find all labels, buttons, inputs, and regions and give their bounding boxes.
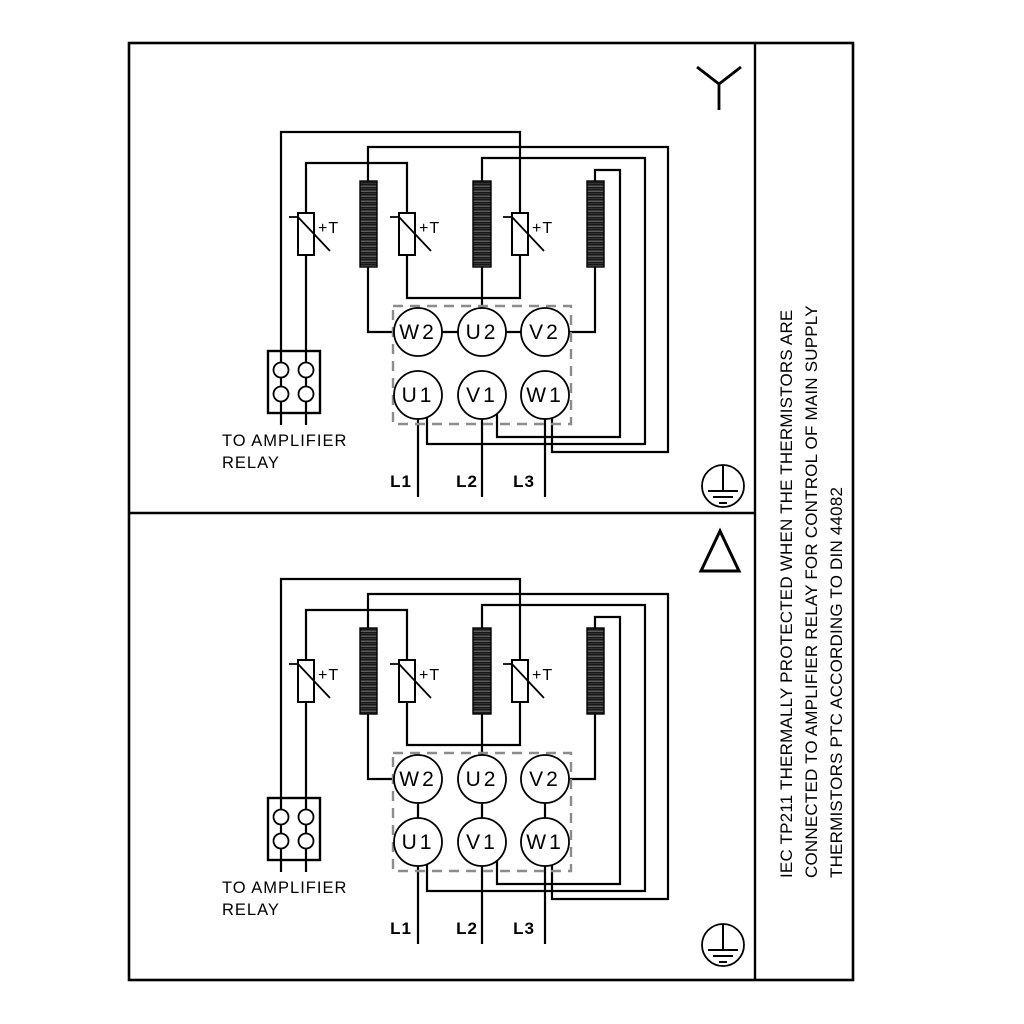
motor-windings: [360, 628, 604, 714]
terminal-label-u2: U2: [465, 321, 499, 344]
ground-icon: [702, 924, 744, 966]
supply-label-l2: L2: [456, 472, 478, 491]
relay-terminal: [274, 387, 289, 402]
relay-terminal: [299, 810, 314, 825]
terminal-label-w1: W1: [526, 831, 564, 854]
thermistor-label: +T: [318, 667, 340, 684]
ground-icon: [702, 465, 744, 507]
terminal-w1: [521, 818, 569, 866]
wire-thermistor2-to-thermistor3: [407, 255, 520, 298]
motor-winding: [587, 628, 604, 714]
supply-label-l1: L1: [390, 919, 412, 938]
terminal-label-w2: W2: [399, 321, 437, 344]
motor-winding: [360, 181, 377, 267]
wire-thermistor1-to-thermistor2: [306, 610, 407, 660]
wire-thermistor1-to-thermistor2: [306, 163, 407, 213]
supply-label-l3: L3: [513, 472, 535, 491]
terminal-label-w2: W2: [399, 768, 437, 791]
supply-label-l2: L2: [456, 919, 478, 938]
star-icon: [697, 67, 741, 110]
relay-caption-line2: RELAY: [222, 454, 280, 472]
amplifier-relay-box: [268, 351, 320, 413]
terminal-block: [393, 306, 571, 424]
thermistor-label: +T: [419, 220, 441, 237]
wire-winding3-to-V2: [569, 714, 595, 779]
terminal-u2: [458, 755, 506, 803]
terminal-w2: [394, 308, 442, 356]
side-note: [777, 305, 846, 878]
terminal-v2: [521, 755, 569, 803]
terminal-label-v2: V2: [529, 321, 561, 344]
thermistor-label: +T: [532, 667, 554, 684]
amplifier-relay-box: [268, 798, 320, 860]
thermistor-label: +T: [419, 667, 441, 684]
relay-terminal: [274, 810, 289, 825]
relay-caption-line1: TO AMPLIFIER: [222, 879, 348, 897]
relay-terminal: [274, 834, 289, 849]
delta-bridge-links: [418, 803, 545, 818]
side-note-line-2: CONNECTED TO AMPLIFIER RELAY FOR CONTROL OF MAIN SUPPLY: [802, 305, 821, 878]
relay-caption-line2: RELAY: [222, 901, 280, 919]
relay-terminal: [274, 363, 289, 378]
motor-winding: [587, 181, 604, 267]
relay-caption-line1: TO AMPLIFIER: [222, 432, 348, 450]
motor-winding: [360, 628, 377, 714]
relay-terminal: [299, 387, 314, 402]
terminal-w2: [394, 755, 442, 803]
wire-thermistor2-to-thermistor3: [407, 702, 520, 745]
relay-terminal: [299, 363, 314, 378]
supply-label-l1: L1: [390, 472, 412, 491]
terminal-label-v1: V1: [466, 831, 498, 854]
terminal-u1: [394, 818, 442, 866]
terminal-label-u2: U2: [465, 768, 499, 791]
delta-panel: [222, 531, 744, 966]
motor-windings: [360, 181, 604, 267]
relay-terminal: [299, 834, 314, 849]
thermistor-label: +T: [318, 220, 340, 237]
motor-winding: [473, 181, 491, 267]
wire-winding1-to-W2: [368, 267, 394, 332]
side-note-line-1: IEC TP211 THERMALLY PROTECTED WHEN THE THERMISTORS ARE: [777, 309, 796, 878]
terminal-v1: [458, 818, 506, 866]
terminal-label-u1: U1: [401, 384, 435, 407]
terminal-label-u1: U1: [401, 831, 435, 854]
terminal-w1: [521, 371, 569, 419]
side-note-line-3: THERMISTORS PTC ACCORDING TO DIN 44082: [827, 486, 846, 878]
delta-icon: [701, 531, 739, 571]
terminal-label-v2: V2: [529, 768, 561, 791]
supply-label-l3: L3: [513, 919, 535, 938]
terminal-label-v1: V1: [466, 384, 498, 407]
terminal-label-w1: W1: [526, 384, 564, 407]
wire-winding1-to-W2: [368, 714, 394, 779]
wire-winding3-to-V2: [569, 267, 595, 332]
star-panel: [222, 67, 744, 507]
terminal-v1: [458, 371, 506, 419]
terminal-u1: [394, 371, 442, 419]
thermistor-label: +T: [532, 220, 554, 237]
terminal-v2: [521, 308, 569, 356]
motor-winding: [473, 628, 491, 714]
terminal-u2: [458, 308, 506, 356]
